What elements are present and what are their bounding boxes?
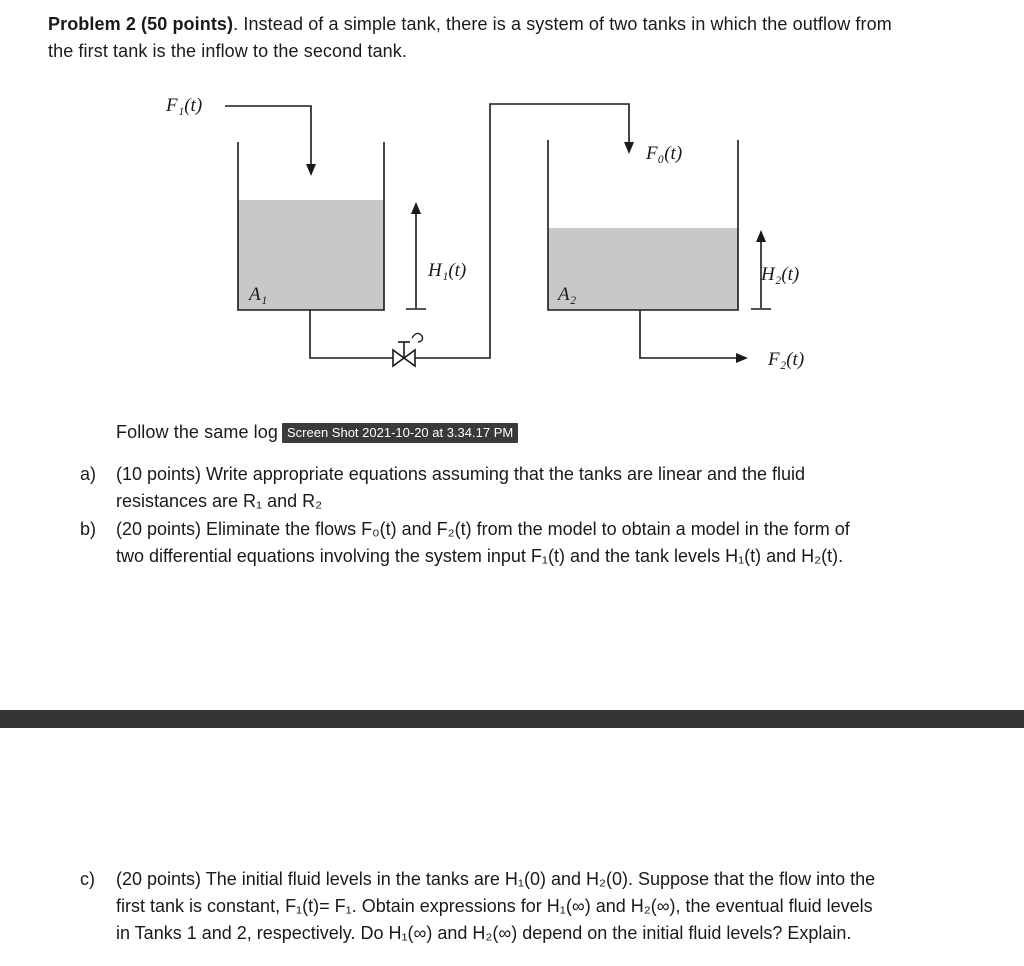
label-f2: F₂(t) [768, 349, 805, 370]
follow-text: Follow the same log [116, 422, 278, 442]
label-a2: A₂ [558, 284, 577, 305]
question-b-line1: (20 points) Eliminate the flows F₀(t) and F₂(t) from the model to obtain a model in the form of [116, 519, 850, 539]
question-a-label: a) [80, 464, 97, 484]
outflow-f2-pipe [640, 310, 738, 358]
problem-intro-line2: the first tank is the inflow to the second tank. [48, 41, 407, 61]
question-c-line3: in Tanks 1 and 2, respectively. Do H₁(∞) and H₂(∞) depend on the initial fluid levels? Explain. [116, 923, 852, 943]
label-h1: H₁(t) [428, 260, 467, 281]
h2-indicator-arrow [756, 230, 766, 242]
label-a1: A₁ [249, 284, 268, 305]
question-b-body [116, 516, 850, 570]
question-a-line2: resistances are R₁ and R₂ [116, 491, 323, 511]
h1-indicator-arrow [411, 202, 421, 214]
question-a-line1: (10 points) Write appropriate equations assuming that the tanks are linear and the fluid [116, 464, 806, 484]
label-f1: F₁(t) [166, 95, 203, 116]
question-c-line1: (20 points) The initial fluid levels in the tanks are H₁(0) and H₂(0). Suppose that the flow into the [116, 869, 876, 889]
inflow-f1-arrow [306, 164, 316, 176]
screenshot-tooltip: Screen Shot 2021-10-20 at 3.34.17 PM [282, 423, 518, 443]
question-c-line2: first tank is constant, F₁(t)= F₁. Obtain expressions for H₁(∞) and H₂(∞), the eventual fluid levels [116, 896, 873, 916]
question-b-line2: two differential equations involving the system input F₁(t) and the tank levels H₁(t) and H₂(t). [116, 546, 844, 566]
question-a-body [116, 461, 805, 515]
problem-intro [48, 11, 988, 65]
label-f0: F₀(t) [646, 143, 683, 164]
page-divider [0, 710, 1024, 728]
question-b-label: b) [80, 519, 97, 539]
problem-intro-line1: . Instead of a simple tank, there is a system of two tanks in which the outflow from [233, 14, 892, 34]
question-c-label: c) [80, 869, 95, 889]
f0-arrow [624, 142, 634, 154]
two-tank-diagram [150, 80, 850, 390]
tank2-fluid [548, 228, 738, 310]
label-h2: H₂(t) [761, 264, 800, 285]
problem-heading: Problem 2 (50 points) [48, 14, 234, 34]
f2-arrow [736, 353, 748, 363]
question-c-body [116, 866, 875, 947]
valve-icon [393, 333, 423, 366]
